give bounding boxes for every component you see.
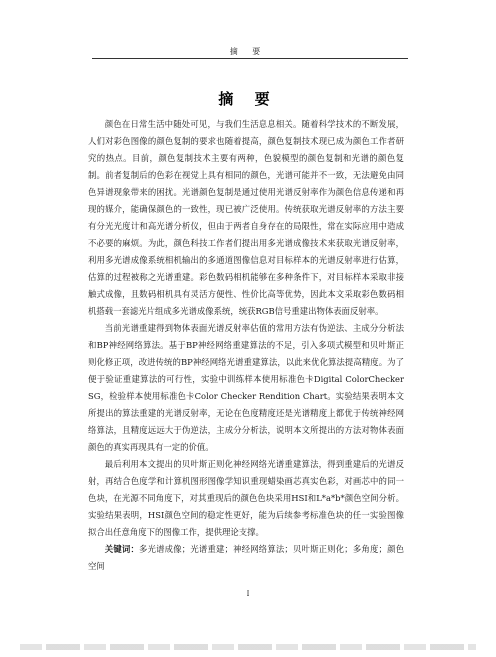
keywords-line (88, 541, 404, 575)
header-rule (92, 58, 408, 59)
keywords-text: 多光谱成像；光谱重建；神经网络算法；贝叶斯正则化；多角度；颜色空间 (88, 544, 405, 571)
page-title: 摘 要 (218, 90, 278, 108)
running-header: 摘 要 (229, 47, 267, 56)
keywords-label: 关键词： (104, 544, 140, 554)
footer-watermark-strip (20, 644, 476, 650)
abstract-body (88, 116, 404, 575)
abstract-paragraph-1: 颜色在日常生活中随处可见，与我们生活息息相关。随着科学技术的不断发展，人们对彩色图像的颜色复制的要求也随着提高，颜色复制技术现已成为颜色工作者研究的热点。目前，颜色复制技术主要有两种，色貌模型的颜色复制和光谱的颜色复制。前者复制后的色彩在视觉上具有相同的颜色，光谱可能并不一致，无法避免由同色异谱现象带来的困扰。光谱颜色复制是通过使用光谱反射率作为颜色信息传递和再现的媒介，能确保颜色的一致性，现已被广泛使用。传统获取光谱反射率的方法主要有分光光度计和高光谱分析仪，但由于两者自身存在的局限性，常在实际应用中造成不必要的麻烦。为此，颜色科技工作者们提出用多光谱成像技术来获取光谱反射率，利用多光谱成像系统相机输出的多通道图像信息对目标样本的光谱反射率进行估算，估算的过程被称之光谱重建。彩色数码相机能够在多种条件下，对目标样本采取非接触式成像，且数码相机具有灵活方便性、性价比高等优势，因此本文采取彩色数码相机搭载一套滤光片组成多光谱成像系统，统获RGB信号重建出物体表面反射率。 (88, 119, 404, 316)
abstract-paragraph-2: 当前光谱重建得到物体表面光谱反射率估值的常用方法有伪逆法、主成分分析法和BP神经网络算法。基于BP神经网络重建算法的不足，引入多项式模型和贝叶斯正则化修正项，改进传统的BP神经网络光谱重建算法，以此来优化算法提高精度。为了便于验证重建算法的可行性，实验中训练样本使用标准色卡Digital ColorChecker SG，检验样本使用标准色卡Color Checker Rendition Chart。实验结果表明本文所提出的算法重建的光谱反射率，无论在色度精度还是光谱精度上都优于传统神经网络算法，且精度远远大于伪逆法，主成分分析法，说明本文所提出的方法对物体表面颜色的真实再现具有一定的价值。 (88, 323, 404, 452)
abstract-paragraph-3: 最后利用本文提出的贝叶斯正则化神经网络光谱重建算法，得到重建后的光谱反射，再结合色度学和计算机图形图像学知识重现蜡染画芯真实色彩，对画芯中的同一色块，在光源不同角度下，对其重现后的颜色色块采用HSI和L*a*b*颜色空间分析。实验结果表明，HSI颜色空间的稳定性更好，能为后续参考标准色块的任一实验图像拟合出任意角度下的图像工作，提供理论支撑。 (88, 459, 404, 537)
page-number: I (246, 590, 250, 598)
